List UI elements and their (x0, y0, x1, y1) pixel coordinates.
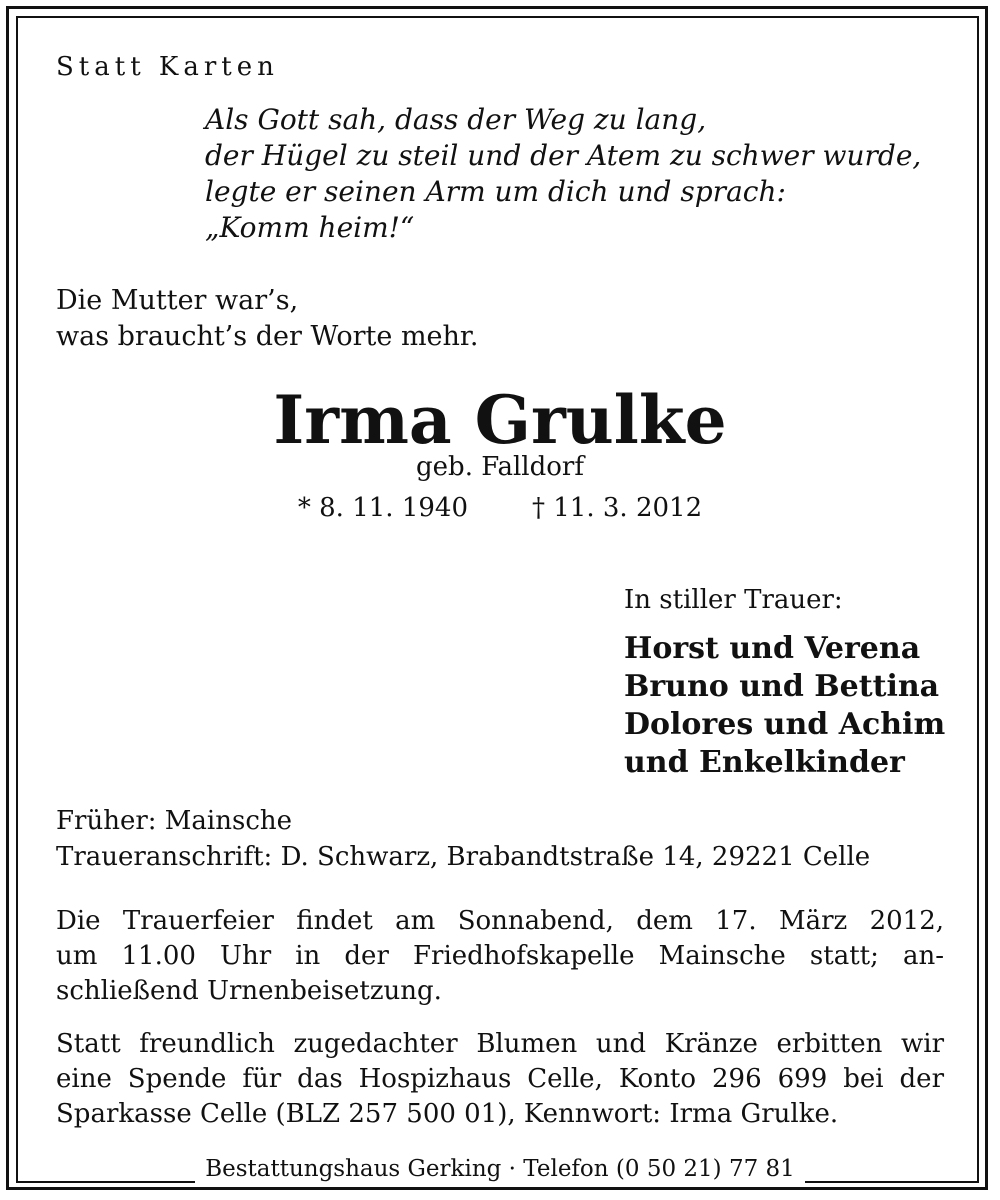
donation-line: eine Spende für das Hospizhaus Celle, Konto 296 699 bei der (56, 1064, 944, 1094)
mourning-intro: In stiller Trauer: (624, 585, 843, 615)
ceremony-line: schließend Urnenbeisetzung. (56, 976, 442, 1006)
mourner-entry: Horst und Verena (624, 631, 921, 666)
donation-line: Statt freundlich zugedachter Blumen und Kränze erbitten wir (56, 1029, 944, 1059)
funeral-home-footer (0, 1154, 1000, 1184)
donation-line: Sparkasse Celle (BLZ 257 500 01), Kennwort: Irma Grulke. (56, 1099, 839, 1129)
motto-line: Die Mutter war’s, (56, 285, 299, 316)
funeral-home-contact: Bestattungshaus Gerking · Telefon (0 50 21) 77 81 (195, 1154, 805, 1184)
donation-paragraph (56, 1027, 944, 1132)
motto-line: was braucht’s der Worte mehr. (56, 321, 479, 352)
poem (205, 102, 921, 246)
poem-line: Als Gott sah, dass der Weg zu lang, (205, 103, 707, 136)
mourning-address: Traueranschrift: D. Schwarz, Brabandtstraße 14, 29221 Celle (56, 842, 871, 872)
ceremony-line: Die Trauerfeier findet am Sonnabend, dem 17. März 2012, (56, 906, 944, 936)
address-block (56, 803, 870, 875)
motto (56, 283, 478, 355)
ceremony-line: um 11.00 Uhr in der Friedhofskapelle Mainsche statt; an- (56, 941, 944, 971)
deceased-name: Irma Grulke (273, 381, 727, 459)
header-label: Statt Karten (56, 52, 279, 82)
poem-line: legte er seinen Arm um dich und sprach: (205, 175, 786, 208)
mourner-entry: und Enkelkinder (624, 745, 905, 780)
mourners-list (624, 630, 945, 782)
birth-name: geb. Falldorf (416, 452, 584, 482)
former-residence: Früher: Mainsche (56, 806, 293, 836)
life-dates (0, 493, 1000, 523)
mourner-entry: Bruno und Bettina (624, 669, 940, 704)
poem-line: „Komm heim!“ (205, 211, 415, 244)
poem-line: der Hügel zu steil und der Atem zu schwer wurde, (205, 139, 922, 172)
mourner-entry: Dolores und Achim (624, 707, 946, 742)
ceremony-paragraph (56, 904, 944, 1009)
birth-date: * 8. 11. 1940 (297, 493, 468, 523)
death-date: † 11. 3. 2012 (532, 493, 703, 523)
